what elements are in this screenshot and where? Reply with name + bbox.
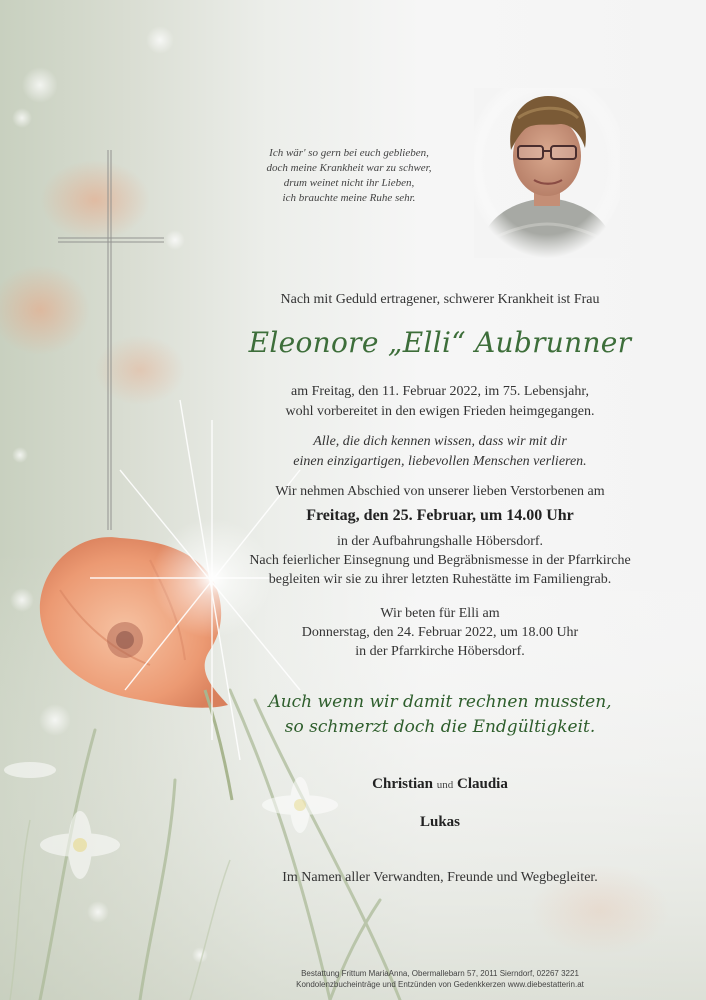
funeral-details-line: in der Aufbahrungshalle Höbersdorf. bbox=[336, 534, 544, 549]
prayer-notice bbox=[200, 604, 680, 661]
poem-line: Ich wär' so gern bei euch geblieben, bbox=[269, 147, 429, 159]
deceased-name: Eleonore „Elli“ Aubrunner bbox=[248, 326, 632, 359]
portrait-photo bbox=[474, 88, 620, 258]
prayer-line: Wir beten für Elli am bbox=[380, 606, 500, 621]
quote-line: Auch wenn wir damit rechnen mussten, bbox=[268, 692, 612, 712]
prayer-line: Donnerstag, den 24. Februar 2022, um 18.00 Uhr bbox=[301, 625, 579, 640]
funeral-details bbox=[200, 532, 680, 589]
poem-verse bbox=[236, 146, 462, 206]
family-names bbox=[200, 776, 680, 793]
funeral-date: Freitag, den 25. Februar, um 14.00 Uhr bbox=[306, 507, 574, 524]
poem-line: doch meine Krankheit war zu schwer, bbox=[266, 162, 432, 174]
poem-line: drum weinet nicht ihr Lieben, bbox=[283, 177, 415, 189]
family-member-name: Christian bbox=[372, 776, 433, 792]
intro-text: Nach mit Geduld ertragener, schwerer Krankheit ist Frau bbox=[280, 292, 600, 307]
family-conjunction: und bbox=[436, 779, 454, 791]
poem-line: ich brauchte meine Ruhe sehr. bbox=[282, 192, 416, 204]
tribute-line: einen einzigartigen, liebevollen Menschen verlieren. bbox=[293, 454, 587, 469]
family-member-name: Claudia bbox=[456, 776, 508, 792]
passing-line: wohl vorbereitet in den ewigen Frieden heimgegangen. bbox=[285, 404, 595, 419]
closing-line: Im Namen aller Verwandten, Freunde und Wegbegleiter. bbox=[282, 870, 598, 885]
tribute-text bbox=[200, 432, 680, 472]
tribute-line: Alle, die dich kennen wissen, dass wir mit dir bbox=[313, 434, 567, 449]
quote-line: so schmerzt doch die Endgültigkeit. bbox=[284, 717, 596, 737]
passing-notice bbox=[200, 382, 680, 422]
funeral-details-line: begleiten wir sie zu ihrer letzten Ruhestätte im Familiengrab. bbox=[268, 572, 612, 587]
funeral-home-footer bbox=[200, 968, 680, 990]
funeral-details-line: Nach feierlicher Einsegnung und Begräbnismesse in der Pfarrkirche bbox=[249, 553, 631, 568]
farewell-intro: Wir nehmen Abschied von unserer lieben Verstorbenen am bbox=[275, 484, 605, 499]
closing-quote bbox=[200, 690, 680, 740]
passing-line: am Freitag, den 11. Februar 2022, im 75. Lebensjahr, bbox=[291, 384, 589, 399]
footer-website: Kondolenzbucheinträge und Entzünden von Gedenkkerzen www.diebestatterin.at bbox=[296, 980, 584, 989]
family-member-name: Lukas bbox=[419, 814, 461, 830]
footer-address: Bestattung Frittum MariaAnna, Obermallebarn 57, 2011 Sierndorf, 02267 3221 bbox=[301, 969, 579, 978]
prayer-line: in der Pfarrkirche Höbersdorf. bbox=[355, 644, 525, 659]
